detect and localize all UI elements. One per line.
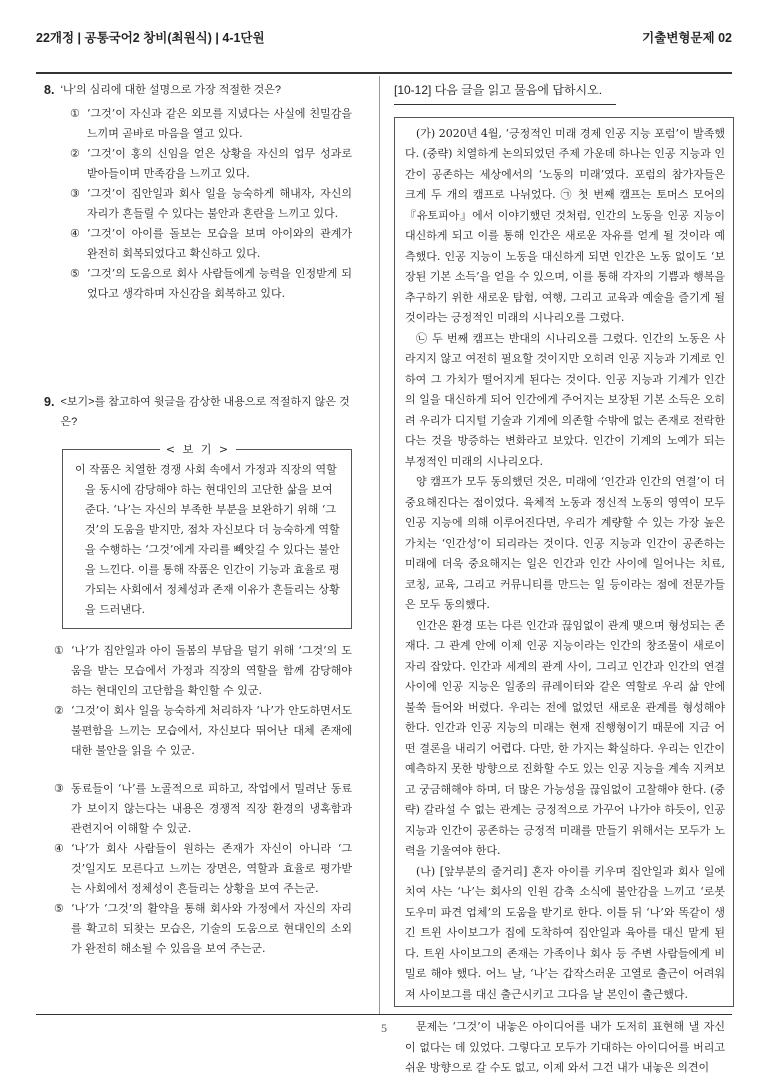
choice-list bbox=[54, 641, 352, 959]
choice-text: ‘그것’이 홍의 신임을 얻은 상황을 자신의 업무 성과로 받아들이며 만족감을 느끼고 있다. bbox=[87, 147, 352, 180]
left-column bbox=[44, 80, 352, 959]
choice-list bbox=[70, 104, 352, 304]
choice-number: ⑤ bbox=[70, 267, 80, 280]
choice-text: ‘나’가 ‘그것’의 활약을 통해 회사와 가정에서 자신의 자리를 확고히 되찾는 모습은, 기술의 도움으로 현대인의 소외가 완전히 해소될 수 있음을 보여 주는군. bbox=[71, 902, 352, 955]
passage-paragraph: 인간은 환경 또는 다른 인간과 끊임없이 관계 맺으며 형성되는 존재다. 그 관계 안에 이제 인공 지능이라는 인간의 창조물이 새로이 자리 잡았다. 인간과 세계의 관계 사이, 그리고 인간과 인간의 연결 사이에 인공 지능은 일종의 큐레이터와 같은 역할로 우리 삶 안에 불쑥 들어와 버렸다. 우리는 전에 없었던 새로운 관계를 형성해야 한다. 인간과 인공 지능의 미래는 현재 진행형이기 때문에 지금 어떤 결론을 내리기 어렵다. 다만, 한 가지는 확실하다. 우리는 인간이 예측하지 못한 방향으로 진화할 수도 있는 인공 지능을 계속 지켜보고 궁금해해야 하며, 더 많은 가능성을 끊임없이 고찰해야 한다. (중략) 갈라설 수 없는 관계는 긍정적으로 가꾸어 나가야 하듯이, 인공 지능과 인간이 공존하는 긍정적 미래를 만들기 위해서는 모두가 노력을 기울여야 한다. bbox=[405, 618, 725, 857]
footer-rule bbox=[36, 1014, 732, 1015]
choice-number: ① bbox=[54, 644, 64, 657]
choice-text: ‘그것’이 회사 일을 능숙하게 처리하자 ‘나’가 안도하면서도 불편함을 느끼는 모습에서, 자신보다 뛰어난 대체 존재에 대한 불안을 읽을 수 있군. bbox=[71, 704, 352, 757]
choice-number: ② bbox=[70, 147, 80, 160]
choice-3[interactable] bbox=[70, 184, 352, 224]
choice-text: ‘나’가 회사 사람들이 원하는 존재가 자신이 아니라 ‘그것’일지도 모른다고 느끼는 장면은, 역할과 효율로 평가받는 사회에서 정체성이 흔들리는 상황을 보여 주는군. bbox=[71, 842, 352, 895]
question-number: 8. bbox=[44, 83, 55, 97]
choice-1[interactable] bbox=[70, 104, 352, 144]
passage-paragraph: 문제는 ‘그것’이 내놓은 아이디어를 내가 도저히 표현해 낼 자신이 없다는 데 있었다. 그렇다고 모두가 기대하는 아이디어를 버리고 쉬운 방향으로 갈 수도 없고, 이제 와서 그건 내가 내놓은 의견이 bbox=[405, 1020, 725, 1074]
bogi-title: < 보 기 > bbox=[44, 440, 352, 460]
choice-2[interactable] bbox=[54, 701, 352, 761]
page-header bbox=[36, 24, 732, 46]
question-stem: <보기>를 참고하여 윗글을 감상한 내용으로 적절하지 않은 것은? bbox=[60, 396, 350, 428]
choice-2[interactable] bbox=[70, 144, 352, 184]
choice-number: ② bbox=[54, 704, 64, 717]
choice-1[interactable] bbox=[54, 641, 352, 701]
page-number: 5 bbox=[381, 1021, 387, 1035]
choice-text: 동료들이 ‘나’를 노골적으로 피하고, 작업에서 밀려난 동료가 보이지 않는다는 내용은 경쟁적 직장 환경의 냉혹함과 관련지어 이해할 수 있군. bbox=[71, 782, 352, 835]
choice-number: ⑤ bbox=[54, 902, 64, 915]
passage-paragraph: 양 캠프가 모두 동의했던 것은, 미래에 ‘인간과 인간의 연결’이 더 중요해진다는 점이었다. 육체적 노동과 정신적 노동의 영역이 모두 인공 지능에 의해 이루어진다면, 우리가 계량할 수 있는 가장 높은 가치는 ‘인간성’이 되리라는 것이다. 인공 지능과 인간이 공존하는 미래에 더욱 중요해지는 일은 인간과 인간 사이에 일어나는 치료, 코칭, 교육, 그리고 커뮤니티를 만드는 일 등이라는 점에 전문가들은 모두 동의했다. bbox=[405, 475, 725, 611]
column-divider bbox=[379, 76, 380, 1014]
set-instruction: [10-12] 다음 글을 읽고 물음에 답하시오. bbox=[394, 80, 616, 105]
choice-5[interactable] bbox=[54, 899, 352, 959]
question-8 bbox=[44, 80, 352, 304]
choice-5[interactable] bbox=[70, 264, 352, 304]
choice-text: ‘그것’이 자신과 같은 외모를 지녔다는 사실에 친밀감을 느끼며 곧바로 마음을 열고 있다. bbox=[87, 107, 352, 140]
question-number: 9. bbox=[44, 395, 55, 409]
choice-text: ‘그것’이 아이를 돌보는 모습을 보며 아이와의 관계가 완전히 회복되었다고 확신하고 있다. bbox=[87, 227, 352, 260]
choice-3[interactable] bbox=[54, 779, 352, 839]
choice-number: ④ bbox=[54, 842, 64, 855]
passage-paragraph: (나) [앞부분의 줄거리] 혼자 아이를 키우며 집안일과 회사 일에 치여 사는 ‘나’는 회사의 인원 감축 소식에 불안감을 느끼고 ‘로봇 도우미 파견 업체’의 도움을 받기로 한다. 이틀 뒤 ‘나’와 똑같이 생긴 트윈 사이보그가 집에 도착하여 집안일과 육아를 대신 맡게 된다. 트윈 사이보그의 존재는 가족이나 회사 등 주변 사람들에게 비밀로 해야 했다. 어느 날, ‘나’는 갑작스러운 고열로 출근이 어려워져 사이보그를 대신 출근시키고 그다음 날 본인이 출근했다. bbox=[405, 864, 725, 1001]
choice-number: ③ bbox=[54, 782, 64, 795]
passage-paragraph: ㉡ 두 번째 캠프는 반대의 시나리오를 그렸다. 인간의 노동은 사라지지 않고 여전히 필요할 것이지만 오히려 인공 지능과 기계로 인하여 그 가치가 떨어지게 된다는 것이다. 인공 지능과 기계가 인간의 일을 대신하게 되어 인간에게 주어지는 보장된 기본 소득은 오히려 우리가 디지털 기술과 기계에 의존할 수밖에 없는 존재로 전락한다는 것을 방증하는 변화라고 보았다. 인간이 기계의 노예가 되는 부정적인 미래의 시나리오다. bbox=[405, 331, 725, 468]
reading-passage bbox=[394, 117, 734, 1074]
right-column bbox=[394, 80, 734, 1074]
choice-4[interactable] bbox=[54, 839, 352, 899]
header-section: 기출변형문제 02 bbox=[642, 31, 732, 45]
choice-4[interactable] bbox=[70, 224, 352, 264]
passage-paragraph: (가) 2020년 4월, ‘긍정적인 미래 경제 인공 지능 포럼’이 발족했다. (중략) 치열하게 논의되었던 주제 가운데 하나는 인공 지능과 인간이 공존하는 세상에서의 ‘노동의 미래’였다. 포럼의 참가자들은 크게 두 개의 캠프로 나뉘었다. ㉠ 첫 번째 캠프는 토머스 모어의 『유토피아』에서 이야기했던 것처럼, 인간의 노동을 인공 지능이 대신하게 되고 이를 통해 인간은 새로운 자유를 얻게 될 것이라 예측했다. 인공 지능이 노동을 대신하게 되면 인간은 노동 없이도 ‘보장된 기본 소득’을 얻을 수 있으며, 이를 통해 각자의 기쁨과 행복을 추구하기 위한 새로운 탐험, 여행, 그리고 교육과 예술을 즐기게 될 것이라는 긍정적인 미래의 시나리오를 그렸다. bbox=[405, 126, 725, 324]
bogi-text: 이 작품은 치열한 경쟁 사회 속에서 가정과 직장의 역할을 동시에 감당해야 하는 현대인의 고단한 삶을 보여 준다. ‘나’는 자신의 부족한 부분을 보완하기 위해 ‘그것’의 도움을 받지만, 점차 자신보다 더 능숙하게 역할을 수행하는 ‘그것’에게 자리를 빼앗길 수 있다는 불안을 느낀다. 이를 통해 작품은 인간이 기능과 효율로 평가되는 사회에서 정체성과 존재 이유가 흔들리는 상황을 드러낸다. bbox=[75, 463, 340, 616]
question-stem: ‘나’의 심리에 대한 설명으로 가장 적절한 것은? bbox=[60, 84, 282, 96]
choice-text: ‘그것’이 집안일과 회사 일을 능숙하게 해내자, 자신의 자리가 흔들릴 수 있다는 불안과 혼란을 느끼고 있다. bbox=[87, 187, 352, 220]
bogi-title-text: 보 기 bbox=[182, 443, 214, 456]
choice-number: ① bbox=[70, 107, 80, 120]
bogi-box bbox=[62, 449, 352, 629]
choice-text: ‘나’가 집안일과 아이 돌봄의 부담을 덜기 위해 ‘그것’의 도움을 받는 모습에서 가정과 직장의 역할을 함께 감당해야 하는 현대인의 고단함을 확인할 수 있군. bbox=[71, 644, 352, 697]
header-course: 22개정 | 공통국어2 창비(최원식) | 4-1단원 bbox=[36, 31, 265, 45]
question-9 bbox=[44, 392, 352, 959]
choice-number: ④ bbox=[70, 227, 80, 240]
choice-text: ‘그것’의 도움으로 회사 사람들에게 능력을 인정받게 되었다고 생각하며 자신감을 회복하고 있다. bbox=[87, 267, 352, 300]
header-rule bbox=[36, 72, 732, 74]
choice-number: ③ bbox=[70, 187, 80, 200]
